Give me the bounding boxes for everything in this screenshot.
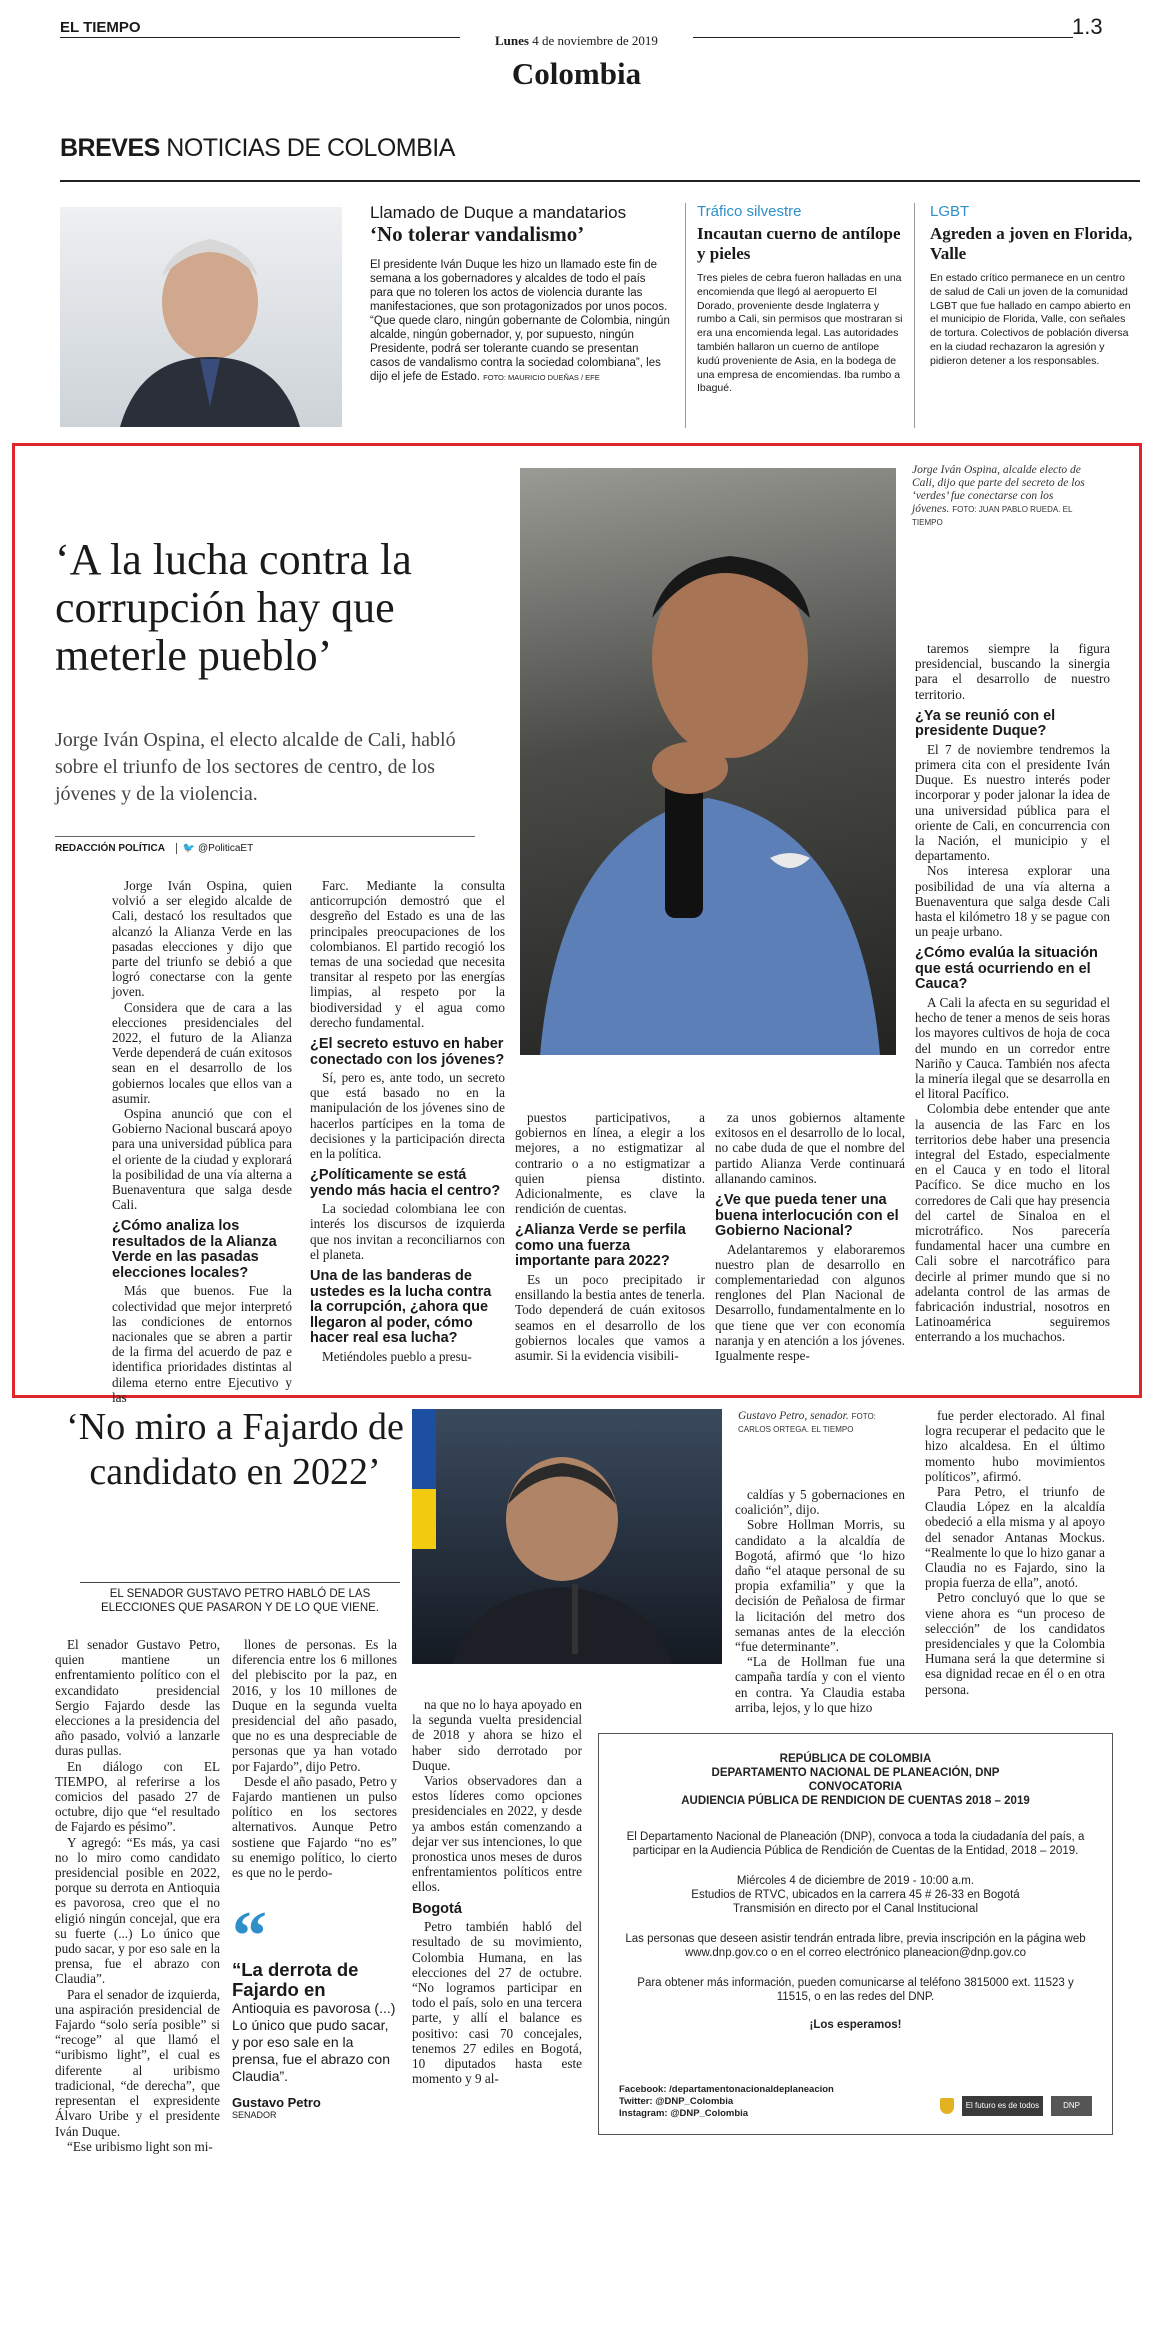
ospina-c2-p3: La sociedad colombiana lee con interés los discursos de izquierda que nos invitan a reconciliarnos con el planeta.	[310, 1201, 505, 1262]
lgbt-title: Agreden a joven en Florida, Valle	[930, 224, 1133, 263]
ad-l4: AUDIENCIA PÚBLICA DE RENDICION DE CUENTAS 2018 – 2019	[681, 1795, 1030, 1807]
ad-p5: ¡Los esperamos!	[809, 2019, 902, 2031]
ospina-byline-row	[55, 836, 475, 854]
ospina-deck: Jorge Iván Ospina, el electo alcalde de Cali, habló sobre el triunfo de los sectores de centro, de los jóvenes y de la violencia.	[55, 729, 456, 805]
ad-p1: El Departamento Nacional de Planeación (DNP), convoca a toda la ciudadanía del país, a participar en la Audiencia Pública de Rendición de Cuentas de la Entidad, 2018 – 2019.	[626, 1831, 1085, 1857]
petro-deck: EL SENADOR GUSTAVO PETRO HABLÓ DE LAS ELECCIONES QUE PASARON Y DE LO QUE VIENE.	[80, 1582, 400, 1615]
ad-p3: Las personas que deseen asistir tendrán entrada libre, previa inscripción en la página web www.dnp.gov.co o en el correo electrónico planeacion@dnp.gov.co	[625, 1933, 1086, 1959]
ospina-photo	[520, 468, 896, 1055]
petro-c1-p5: “Ese uribismo light son mi-	[67, 2138, 213, 2154]
petro-c3-p3: Petro también habló del resultado de su movimiento, Colombia Humana, en las elecciones del 27 de octubre. “No logramos participar en todo el país, solo en una tercera parte, y allí el balance es positivo: casi 70 concejales, tenemos 27 ediles en Bogotá, 10 diputados hasta este momento y 9 al-	[412, 1919, 582, 2087]
ospina-c5-p5: Colombia debe entender que ante la ausencia de las Farc en los territorios debe haber una presencia integral del Estado, especialmente en el Cauca y en todo el litoral Pacífico. Se dice mucho en los corredores de Cali que hay presencia del cartel de Sinaloa en el microtráfico. Nos parecería fundamental hacer una cumbre en Cali sobre el narcotráfico para decirle al primer mundo que si no adelanta control de las armas de fabricación industrial, nosotros en Latinoamérica seguiremos enterrando a los muchachos.	[915, 1101, 1110, 1345]
ospina-c4-p2: Adelantaremos y elaboraremos nuestro plan de desarrollo en complementariedad con algunos renglones del Plan Nacional de Desarrollo, fundamentalmente en lo que tiene que ver con economía naranja y en atención a los jóvenes. Igualmente respe-	[715, 1241, 905, 1363]
lgbt-body: En estado crítico permanece en un centro de salud de Cali un joven de la comunidad LGBT que fue hallado en campo abierto en el municipio de Florida, Valle, con señales de tortura. Colectivos de población diversa en la ciudad rechazaron la agresión y pidieron detener a los responsables.	[930, 272, 1131, 367]
top-rule-left	[60, 37, 460, 38]
petro-col-3	[412, 1697, 582, 2086]
page-number: 1.3	[1072, 14, 1103, 39]
lgbt-kicker: LGBT	[930, 203, 970, 220]
date-day: Lunes	[495, 33, 529, 48]
petro-c5-p2: Para Petro, el triunfo de Claudia López en la alcaldía obedeció a ella misma y al apoyo del senador Antanas Mockus. “Realmente lo que lo hizo ganar a Claudia no es Fajardo, sino la propia fuerza de ella”, anotó.	[925, 1484, 1105, 1591]
duque-p1: El presidente Iván Duque les hizo un llamado este fin de semana a los gobernadores y alcaldes de todo el país para que no toleren los actos de violencia durante las manifestaciones, que son protagonizados por unos pocos.	[370, 259, 668, 313]
petro-caption	[738, 1410, 878, 1436]
quote-mark-icon: “	[232, 1898, 267, 1975]
ad-facebook: Facebook: /departamentonacionaldeplaneacion	[619, 2084, 834, 2095]
petro-c1-p1: El senador Gustavo Petro, quien mantiene un enfrentamiento político con el excandidato presidencial Sergio Fajardo desde las elecciones a la presidencia del año pasado, volvió a lanzarle duras pullas.	[55, 1637, 220, 1759]
petro-c4-p1: caldías y 5 gobernaciones en coalición”, dijo.	[735, 1487, 905, 1518]
top-rule-right	[693, 37, 1073, 38]
ospina-byline: REDACCIÓN POLÍTICA	[55, 843, 165, 854]
petro-c1-p4: Para el senador de izquierda, una aspiración presidencial de Fajardo “solo sería posible” si “recoge” al que llamó el “uribismo light”, el cual es diferente al uribismo tradicional, “de derecha”, que representan el expresidente Álvaro Uribe y el presidente Iván Duque.	[55, 1986, 220, 2139]
ospina-c2-p1: Farc. Mediante la consulta anticorrupción demostró que el desgreño del Estado es una de las principales preocupaciones de los colombianos. El partido recogió los temas de una sociedad que necesita transitar al respeto por las energías limpias, al respeto por la biodiversidad y el agua como derecho fundamental.	[310, 878, 505, 1030]
duque-title: ‘No tolerar vandalismo’	[370, 222, 585, 246]
duque-portrait	[60, 207, 342, 427]
ad-logo-dnp: DNP	[1051, 2096, 1092, 2116]
petro-quote-rest: Antioquia es pavorosa (...) Lo único que pudo sacar, y por eso sale en la prensa, fue el abrazo con Claudia”.	[232, 2000, 396, 2084]
date-rest: 4 de noviembre de 2019	[532, 33, 658, 48]
ospina-caption	[912, 464, 1087, 529]
ad-l2: DEPARTAMENTO NACIONAL DE PLANEACIÓN, DNP	[711, 1767, 1000, 1779]
ospina-caption-text: Jorge Iván Ospina, alcalde electo de Cali, dijo que parte del secreto de los ‘verdes’ fue conectarse con los jóvenes.	[912, 464, 1085, 515]
section-title: Colombia	[511, 56, 642, 91]
ospina-c5-p4: A Cali la afecta en su seguridad el hecho de tener a menos de seis horas los mayores cultivos de hoja de coca del mundo en un corredor entre Nariño y Cauca. También nos afecta la minería ilegal que se desarrolla en el litoral Pacífico.	[915, 994, 1110, 1102]
petro-c4-p2: Sobre Hollman Morris, su candidato a la alcaldía de Bogotá, afirmó que ‘lo hizo daño “el ataque personal de su propia exfamilia” y que la decisión de Peñalosa de firmar la licitación del metro dos semanas antes de la elección “fue determinante”.	[735, 1517, 905, 1655]
petro-col-4	[735, 1487, 905, 1715]
petro-quote-role: SENADOR	[232, 2110, 277, 2120]
duque-credit: FOTO: MAURICIO DUEÑAS / EFE	[483, 373, 600, 382]
ospina-c1-p2: Considera que de cara a las elecciones presidenciales del 2022, el futuro de la Alianza Verde dependerá de cuán exitosos sean en el desarrollo de los gobiernos locales que ellos van a asumir.	[112, 999, 292, 1106]
ospina-c3-p2: Es un poco precipitado ir ensillando la bestia antes de tenerla. Todo dependerá de cuán exitosos seamos en el desarrollo de los gobiernos locales que vamos a asumir. Si la evidencia visibili-	[515, 1271, 705, 1363]
ospina-col-5	[915, 641, 1110, 1345]
ospina-c1-p1: Jorge Iván Ospina, quien volvió a ser elegido alcalde de Cali, destacó los resultados que alcanzó la Alianza Verde en las pasadas elecciones y dijo que parte del triunfo se debió a que logró conectarse con la gente joven.	[112, 878, 292, 1000]
ospina-c5-p2: El 7 de noviembre tendremos la primera cita con el presidente Iván Duque. Es nuestro interés poder incorporar y poder jalonar la idea de una universidad pública para el oriente de Cali, en concurrencia con la Nación, el municipio y el departamento.	[915, 741, 1110, 864]
breves-divider-1	[685, 203, 686, 428]
breves-label-light: NOTICIAS DE COLOMBIA	[166, 134, 455, 162]
ad-twitter: Twitter: @DNP_Colombia	[619, 2096, 734, 2107]
ospina-c4-q1: ¿Ve que pueda tener una buena interlocución con el Gobierno Nacional?	[715, 1192, 899, 1240]
breves-rule	[60, 180, 1140, 182]
trafico-kicker: Tráfico silvestre	[697, 203, 802, 220]
ospina-c5-p1: taremos siempre la figura presidencial, buscando la sinergia para el desarrollo de nuestro territorio.	[915, 641, 1110, 702]
petro-c3-p1: na que no lo haya apoyado en la segunda vuelta presidencial de 2018 y ahora se hizo el haber sido derrotado por Duque.	[412, 1697, 582, 1773]
paper-name: EL TIEMPO	[60, 19, 141, 36]
issue-date	[495, 33, 658, 49]
petro-pullquote	[232, 1898, 397, 2120]
ad-p2b: Estudios de RTVC, ubicados en la carrera 45 # 26-33 en Bogotá	[691, 1889, 1020, 1901]
ospina-col-4	[715, 1110, 905, 1363]
ospina-c5-p3: Nos interesa explorar una posibilidad de una vía alterna a Buenaventura que salga desde Cali hasta el kilómetro 18 y se pague con un peaje urbano.	[915, 863, 1110, 940]
ospina-col-3	[515, 1110, 705, 1363]
ad-instagram: Instagram: @DNP_Colombia	[619, 2108, 749, 2119]
dnp-ad	[598, 1733, 1113, 2135]
ospina-c1-p3: Ospina anunció que con el Gobierno Nacional buscará apoyo para una universidad pública para el oriente de la ciudad y explorará la posibilidad de una vía alterna a Buenaventura que salga desde Cali.	[112, 1106, 292, 1213]
ospina-c4-p1: za unos gobiernos altamente exitosos en el desarrollo de lo local, no cabe duda de que el nombre del partido Alianza Verde continuará allanando caminos.	[715, 1110, 905, 1186]
petro-caption-text: Gustavo Petro, senador.	[738, 1410, 849, 1422]
petro-photo	[412, 1409, 722, 1664]
duque-p2-text: “Que quede claro, ningún gobernante de Colombia, ningún alcalde, ningún gobernador, y, por supuesto, ningún Presidente, podrá ser tolerante cuando se presentan casos de vandalismo contra la sociedad colombiana”, les dijo el jefe de Estado.	[370, 315, 670, 383]
ad-logo-gov: El futuro es de todos	[962, 2096, 1043, 2116]
petro-c5-p1: fue perder electorado. Al final logra recuperar el pedacito que le hizo alcaldesa. En el último momento hubo movimientos políticos”, afirmó.	[925, 1408, 1105, 1484]
petro-c1-p2: En diálogo con EL TIEMPO, al referirse a los comicios del pasado 27 de octubre, dijo que “el resultado de Fajardo es pésimo”.	[55, 1758, 220, 1835]
colombia-shield-icon	[940, 2098, 954, 2114]
duque-photo	[60, 207, 342, 427]
ad-socials	[619, 2084, 834, 2120]
petro-portrait	[412, 1409, 722, 1664]
duque-kicker: Llamado de Duque a mandatarios	[370, 203, 627, 222]
ad-l3: CONVOCATORIA	[808, 1781, 903, 1793]
ospina-c5-q1: ¿Ya se reunió con el presidente Duque?	[915, 707, 1056, 740]
trafico-body: Tres pieles de cebra fueron halladas en una encomienda que llegó al aeropuerto El Dorado, proveniente desde Inglaterra y rumbo a Cali, sin permisos que mostraran si era una encomienda legal. Las autoridades también hallaron un cuerno de antílope kudú proveniente de Asia, en la bodega de una empresa de encomiendas. Iba rumbo a Ibagué.	[697, 272, 903, 395]
breves-header	[60, 134, 455, 163]
ad-logos	[940, 2096, 1092, 2116]
ospina-c2-q3: Una de las banderas de ustedes es la lucha contra la corrupción, ¿ahora que llegaron al poder, cómo hacer real esa lucha?	[310, 1268, 492, 1347]
ospina-c2-p2: Sí, pero es, ante todo, un secreto que está basado no en la manipulación de los jóvenes sino de hacerlos partícipes en la toma de decisiones y la participación directa en la política.	[310, 1070, 505, 1162]
ospina-c1-p4: Más que buenos. Fue la colectividad que mejor interpretó las condiciones de entornos nacionales que se abren a partir de la firma del acuerdo de paz e identifica prioridades distintas al dilema eterno entre Ejecutivo y las	[112, 1283, 292, 1405]
petro-c1-p3: Y agregó: “Es más, ya casi no lo miro como candidato presidencial posible en 2022, porque su derrota en Antioquia es pavorosa, creo que el no eligió ningún concejal, que era su fuerte (...) Lo único que pudo sacar, y por eso sale en la prensa, fue el abrazo con Claudia”.	[55, 1834, 220, 1987]
petro-caption-credit: FOTO: CARLOS ORTEGA. EL TIEMPO	[738, 1412, 876, 1434]
ospina-c3-p1: puestos participativos, a gobiernos en línea, a elegir a los mejores, a no estigmatizar al contrario o a no estigmatizar a quien piensa distinto. Adicionalmente, es clave la rendición de cuentas.	[515, 1110, 705, 1217]
breves-label-bold: BREVES	[60, 134, 160, 162]
ospina-c1-q1: ¿Cómo analiza los resultados de la Alianza Verde en las pasadas elecciones locales?	[112, 1218, 277, 1281]
ospina-portrait	[520, 468, 896, 1055]
petro-c5-p3: Petro concluyó que lo que se viene ahora es “un proceso de selección” de los candidatos presidenciales y que la Colombia Humana será la que determine si esa dignidad recae en él o en otra persona.	[925, 1590, 1105, 1697]
duque-p2	[370, 314, 670, 385]
ospina-headline: ‘A la lucha contra la corrupción hay que meterle pueblo’	[55, 535, 412, 680]
petro-quote-name: Gustavo Petro	[232, 2095, 321, 2110]
petro-c3-p2: Varios observadores dan a estos líderes como opciones presidenciales en 2022, y desde ya ambos están comenzando a dejar ver sus intenciones, lo que pronostica unos meses de duros enfrentamientos políticos entre ellos.	[412, 1773, 582, 1895]
ospina-c5-q2: ¿Cómo evalúa la situación que está ocurriendo en el Cauca?	[915, 945, 1098, 993]
ospina-c2-p4: Metiéndoles pueblo a presu-	[322, 1348, 472, 1364]
petro-c2-p1: llones de personas. Es la diferencia entre los 6 millones del plebiscito por la paz, en 2016, y los 10 millones de Duque en la segunda vuelta presidencial del año pasado, que no es una despreciable de personas que ya han votado por Fajardo”, dijo Petro.	[232, 1637, 397, 1774]
duque-body	[370, 258, 670, 385]
ospina-col-1	[112, 878, 292, 1405]
petro-col-1	[55, 1637, 220, 2154]
petro-headline: ‘No miro a Fajardo de candidato en 2022’	[66, 1406, 404, 1493]
breves-divider-2	[914, 203, 915, 428]
trafico-title: Incautan cuerno de antílope y pieles	[697, 224, 901, 263]
ad-p4: Para obtener más información, pueden comunicarse al teléfono 3815000 ext. 11523 y 11515, o en las redes del DNP.	[637, 1977, 1074, 2003]
petro-quote-lead: “La derrota de Fajardo en	[232, 1959, 359, 2000]
petro-col-2	[232, 1637, 397, 1880]
ad-p2a: Miércoles 4 de diciembre de 2019 - 10:00 a.m.	[736, 1875, 975, 1887]
petro-col-5	[925, 1408, 1105, 1697]
petro-c2-p2: Desde el año pasado, Petro y Fajardo mantienen un pulso político en los sectores alternativos. Aunque Petro sostiene que Fajardo “no es” su enemigo político, lo cierto es que no le perdo-	[232, 1773, 397, 1881]
ospina-c2-q2: ¿Políticamente se está yendo más hacia el centro?	[310, 1167, 501, 1199]
twitter-icon: 🐦	[176, 843, 195, 854]
petro-c3-h: Bogotá	[412, 1900, 462, 1917]
ad-p2c: Transmisión en directo por el Canal Institucional	[732, 1903, 979, 1915]
ospina-c3-q1: ¿Alianza Verde se perfila como una fuerza importante para 2022?	[515, 1222, 686, 1270]
ospina-handle: @PoliticaET	[198, 843, 254, 854]
ospina-col-2	[310, 878, 505, 1364]
ospina-c2-q1: ¿El secreto estuvo en haber conectado con los jóvenes?	[310, 1036, 505, 1068]
ad-l1: REPÚBLICA DE COLOMBIA	[779, 1753, 932, 1765]
ospina-caption-credit: FOTO: JUAN PABLO RUEDA. EL TIEMPO	[912, 505, 1073, 527]
petro-c4-p3: “La de Hollman fue una campaña tardía y con el viento en contra. Ya Claudia estaba arriba, lejos, y lo que hizo	[735, 1654, 905, 1715]
